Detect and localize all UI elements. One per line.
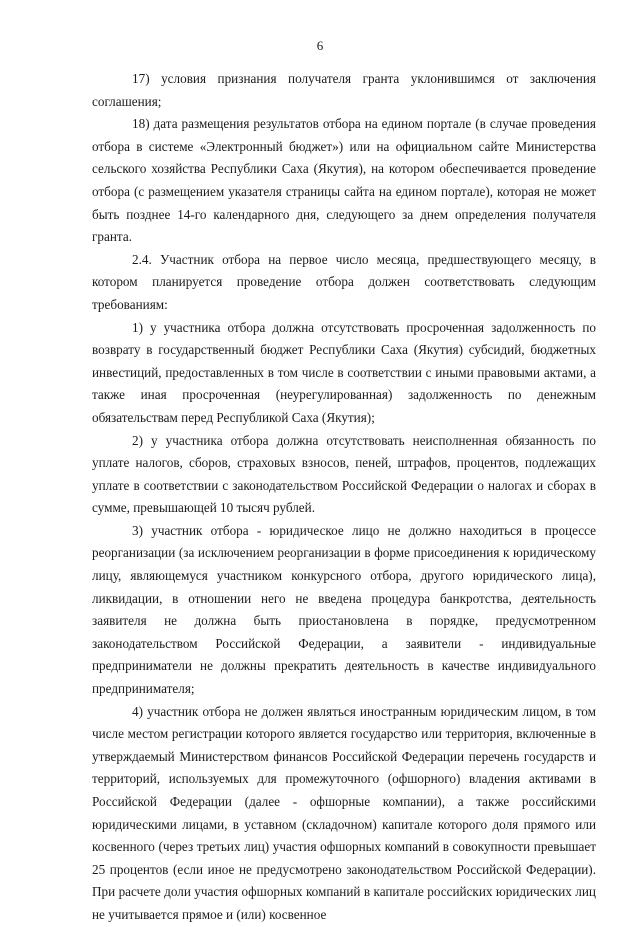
paragraph-item-18: 18) дата размещения результатов отбора на едином портале (в случае проведения отбора в системе «Электронный бюджет») или на официальном сайте Министерства сельского хозяйства Республики Саха (Якутия), на котором обеспечивается проведение отбора (с размещением указателя страницы сайта на едином портале), которая не может быть позднее 14-го календарного дня, следующего за днем определения получателя гранта. <box>92 116 596 245</box>
paragraph-section-2-4: 2.4. Участник отбора на первое число месяца, предшествующего месяцу, в котором планируется проведение отбора должен соответствовать следующим требованиям: <box>92 251 596 312</box>
paragraph-item-17: 17) условия признания получателя гранта уклонившимся от заключения соглашения; <box>92 71 596 109</box>
document-body <box>92 68 596 927</box>
paragraph-requirement-4: 4) участник отбора не должен являться иностранным юридическим лицом, в том числе местом регистрации которого является государство или территория, включенные в утверждаемый Министерством финансов Российской Федерации перечень государств и территорий, используемых для промежуточного (офшорного) владения активами в Российской Федерации (далее - офшорные компании), а также российскими юридическими лицами, в уставном (складочном) капитале которого доля прямого или косвенного (через третьих лиц) участия офшорных компаний в совокупности превышает 25 процентов (если иное не предусмотрено законодательством Российской Федерации). При расчете доли участия офшорных компаний в капитале российских юридических лиц не учитывается прямое и (или) косвенное <box>92 703 596 922</box>
paragraph-requirement-1: 1) у участника отбора должна отсутствовать просроченная задолженность по возврату в государственный бюджет Республики Саха (Якутия) субсидий, бюджетных инвестиций, предоставленных в том числе в соответствии с иными правовыми актами, а также иная просроченная (неурегулированная) задолженность по денежным обязательствам перед Республикой Саха (Якутия); <box>92 319 596 425</box>
paragraph-requirement-2: 2) у участника отбора должна отсутствовать неисполненная обязанность по уплате налогов, сборов, страховых взносов, пеней, штрафов, процентов, подлежащих уплате в соответствии с законодательством Российской Федерации о налогах и сборах в сумме, превышающей 10 тысяч рублей. <box>92 432 596 516</box>
paragraph-requirement-3: 3) участник отбора - юридическое лицо не должно находиться в процессе реорганизации (за исключением реорганизации в форме присоединения к юридическому лицу, являющемуся участником конкурсного отбора, другого юридического лица), ликвидации, в отношении него не введена процедура банкротства, деятельность заявителя не должна быть приостановлена в порядке, предусмотренном законодательством Российской Федерации, а заявители - индивидуальные предприниматели не должны прекратить деятельность в качестве индивидуального предпринимателя; <box>92 522 596 697</box>
page-number: 6 <box>316 38 324 53</box>
